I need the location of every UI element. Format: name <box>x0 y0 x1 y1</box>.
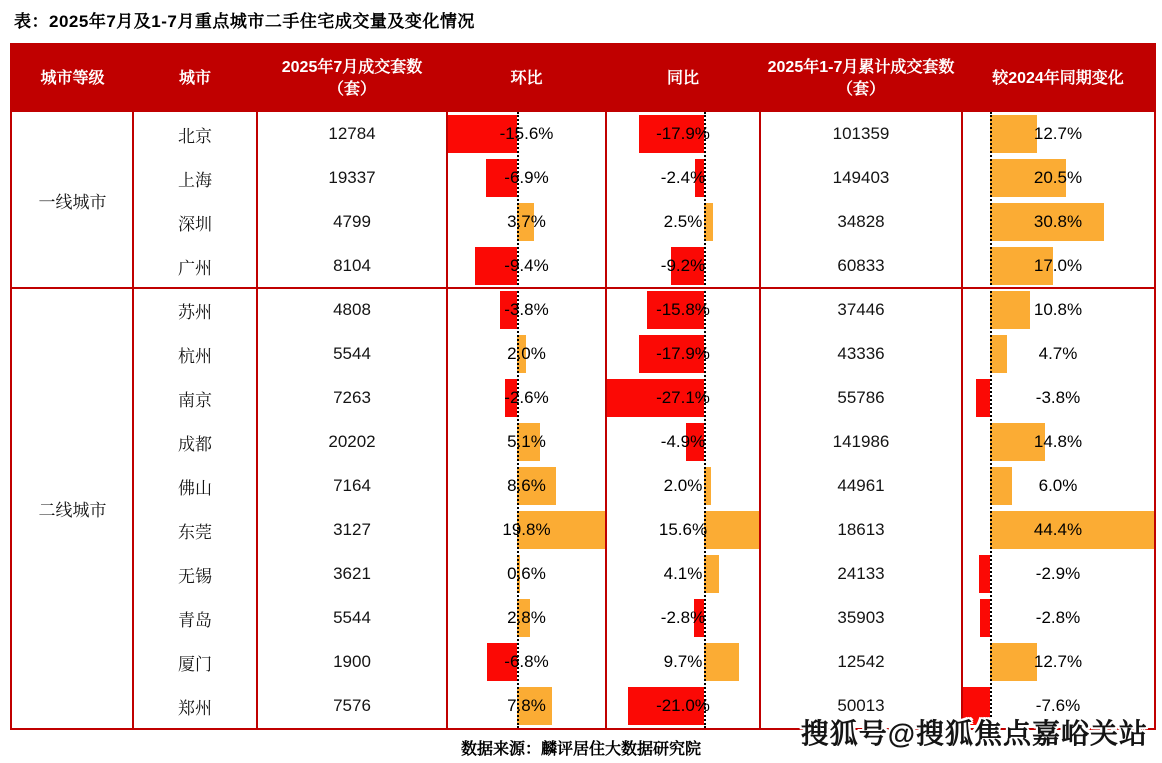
jul-volume-cell: 1900 <box>333 652 371 671</box>
yoy-value-label: -27.1% <box>656 388 710 407</box>
column-header: 较2024年同期变化 <box>992 69 1124 87</box>
cum-volume-cell: 50013 <box>837 696 885 715</box>
mom-value-label: -9.4% <box>504 256 549 275</box>
column-border-line <box>605 45 607 728</box>
jul-volume-cell: 8104 <box>333 256 371 275</box>
mom-value-label: -15.6% <box>499 124 554 143</box>
column-header: 城市 <box>178 69 211 87</box>
column-border-line <box>961 45 963 728</box>
column-border-line <box>256 45 258 728</box>
yoy-value-label: 15.6% <box>658 520 708 539</box>
chart-title: 表：2025年7月及1-7月重点城市二手住宅成交量及变化情况 <box>14 12 475 31</box>
cum-volume-cell: 60833 <box>837 256 885 275</box>
cum_change-value-label: -3.8% <box>1035 388 1081 407</box>
tier-label: 一线城市 <box>38 192 107 212</box>
yoy-value-label: -17.9% <box>656 344 710 363</box>
cum-volume-cell: 55786 <box>837 388 885 407</box>
jul-volume-cell: 5544 <box>333 344 371 363</box>
cum_change-value-label: 17.0% <box>1033 256 1083 275</box>
jul-volume-cell: 7576 <box>333 696 371 715</box>
cum-volume-cell: 43336 <box>837 344 885 363</box>
cum_change-value-label: -2.8% <box>1035 608 1081 627</box>
cum-volume-cell: 18613 <box>837 520 885 539</box>
city-cell: 上海 <box>178 170 212 190</box>
mom-value-label: 3.7% <box>507 212 546 231</box>
mom-value-label: -3.8% <box>504 300 549 319</box>
cum-volume-cell: 141986 <box>832 432 890 451</box>
tier-separator-line <box>12 287 1154 289</box>
yoy-value-label: -2.8% <box>660 608 706 627</box>
yoy-value-label: -2.4% <box>660 168 706 187</box>
cum-volume-cell: 12542 <box>837 652 885 671</box>
column-header: 同比 <box>666 69 699 87</box>
mom-value-label: -6.8% <box>504 652 549 671</box>
yoy-value-label: 9.7% <box>663 652 703 671</box>
column-border-line <box>759 45 761 728</box>
city-cell: 苏州 <box>178 302 212 322</box>
city-cell: 佛山 <box>178 478 212 498</box>
column-header: 环比 <box>510 69 543 87</box>
jul-volume-cell: 4799 <box>333 212 371 231</box>
yoy-value-label: -21.0% <box>656 696 710 715</box>
column-border-line <box>446 45 448 728</box>
data-table <box>10 43 1156 730</box>
city-cell: 东莞 <box>178 522 212 542</box>
city-cell: 北京 <box>178 126 212 146</box>
yoy-value-label: -17.9% <box>656 124 710 143</box>
city-cell: 无锡 <box>178 566 212 586</box>
cum-volume-cell: 149403 <box>832 168 890 187</box>
city-cell: 青岛 <box>178 610 212 630</box>
cum_change-value-label: 12.7% <box>1033 124 1083 143</box>
cum_change-value-label: 20.5% <box>1033 168 1083 187</box>
mom-value-label: 0.6% <box>507 564 546 583</box>
jul-volume-cell: 4808 <box>333 300 371 319</box>
city-cell: 南京 <box>178 390 212 410</box>
mom-value-label: 8.6% <box>507 476 546 495</box>
jul-volume-cell: 20202 <box>328 432 376 451</box>
jul-volume-cell: 3621 <box>333 564 371 583</box>
city-cell: 郑州 <box>178 698 212 718</box>
jul-volume-cell: 19337 <box>328 168 376 187</box>
cum-volume-cell: 44961 <box>837 476 885 495</box>
yoy-value-label: 4.1% <box>663 564 703 583</box>
cum_change-value-label: 44.4% <box>1033 520 1083 539</box>
watermark-text: 搜狐号@搜狐焦点嘉峪关站 <box>800 718 1148 749</box>
jul-volume-cell: 3127 <box>333 520 371 539</box>
cum_change-value-label: 12.7% <box>1033 652 1083 671</box>
mom-value-label: 5.1% <box>507 432 546 451</box>
data-source-note: 数据来源：麟评居住大数据研究院 <box>460 741 701 758</box>
jul-volume-cell: 7263 <box>333 388 371 407</box>
yoy-value-label: -15.8% <box>656 300 710 319</box>
tier-label: 二线城市 <box>38 500 107 520</box>
city-cell: 杭州 <box>178 346 212 366</box>
cum_change-value-label: 14.8% <box>1033 432 1083 451</box>
yoy-value-label: 2.0% <box>663 476 703 495</box>
cum_change-value-label: 30.8% <box>1033 212 1083 231</box>
column-border-line <box>132 45 134 728</box>
cum-volume-cell: 37446 <box>837 300 885 319</box>
column-header: 2025年7月成交套数（套） <box>281 58 423 98</box>
city-cell: 成都 <box>178 434 212 454</box>
table-header-band <box>12 45 1154 112</box>
mom-value-label: -6.9% <box>504 168 549 187</box>
cum_change-value-label: 6.0% <box>1038 476 1078 495</box>
mom-value-label: 19.8% <box>502 520 551 539</box>
jul-volume-cell: 12784 <box>328 124 376 143</box>
city-cell: 深圳 <box>178 214 212 234</box>
city-cell: 广州 <box>178 258 212 278</box>
column-header: 2025年1-7月累计成交套数（套） <box>767 58 955 98</box>
mom-value-label: 2.0% <box>507 344 546 363</box>
mom-value-label: 7.8% <box>507 696 546 715</box>
city-cell: 厦门 <box>178 654 212 674</box>
yoy-value-label: -4.9% <box>660 432 706 451</box>
cum-volume-cell: 34828 <box>837 212 885 231</box>
cum-volume-cell: 24133 <box>837 564 885 583</box>
column-header: 城市等级 <box>40 69 105 87</box>
cum_change-value-label: 4.7% <box>1038 344 1078 363</box>
cum-volume-cell: 35903 <box>837 608 885 627</box>
yoy-value-label: -9.2% <box>660 256 706 275</box>
mom-value-label: -2.6% <box>504 388 549 407</box>
jul-volume-cell: 5544 <box>333 608 371 627</box>
cum-volume-cell: 101359 <box>832 124 890 143</box>
cum_change-value-label: -2.9% <box>1035 564 1081 583</box>
mom-value-label: 2.8% <box>507 608 546 627</box>
cum_change-value-label: 10.8% <box>1033 300 1083 319</box>
cum_change-value-label: -7.6% <box>1035 696 1081 715</box>
jul-volume-cell: 7164 <box>333 476 371 495</box>
yoy-value-label: 2.5% <box>663 212 703 231</box>
